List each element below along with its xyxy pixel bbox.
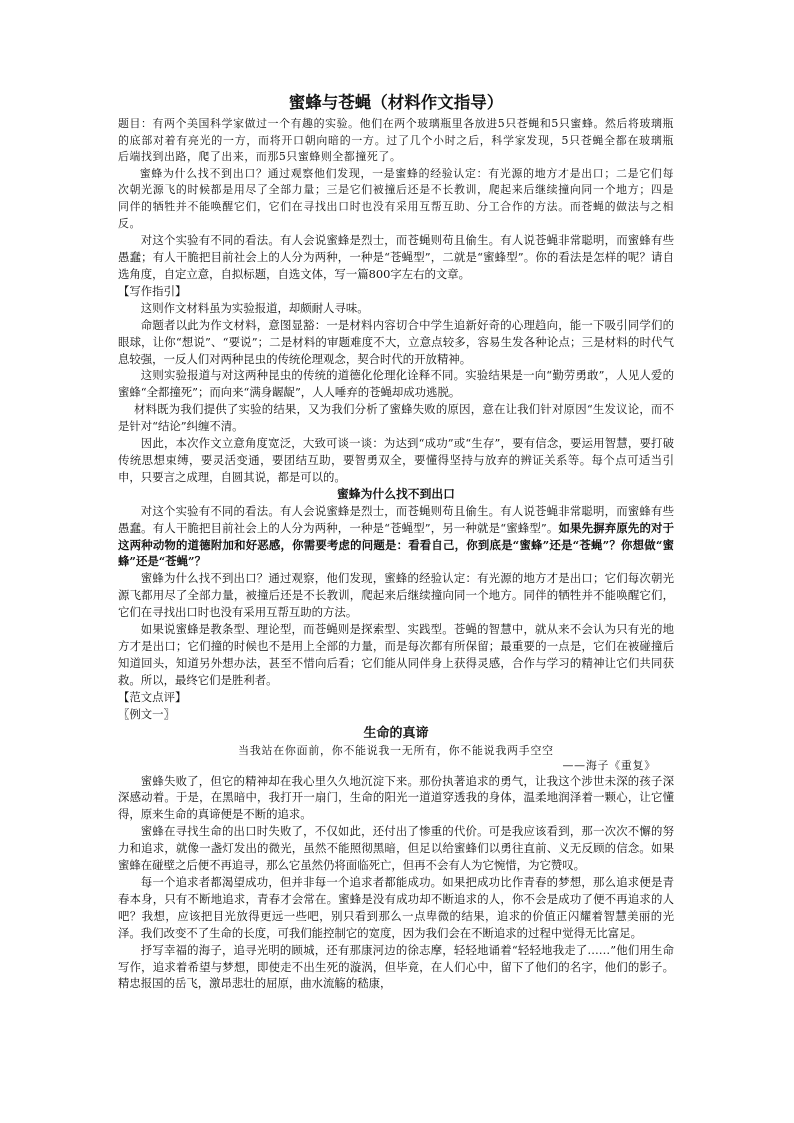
- essay-paragraph-1: 蜜蜂失败了，但它的精神却在我心里久久地沉淀下来。那份执著追求的勇气，让我这个涉世未深的孩子深深感动着。于是，在黑暗中，我打开一扇门，生命的阳光一道道穿透我的身体，温柔地润泽着一颗心，让它懂得，原来生命的真谛便是不断的追求。: [118, 773, 674, 822]
- essay-paragraph-4: 抒写幸福的海子，追寻光明的顾城，还有那康河边的徐志摩，轻轻地诵着“轻轻地我走了……”他们用生命写作，追求着希望与梦想，即使走不出生死的漩涡，但毕竟，在人们心中，留下了他们的名字，他们的影子。精忠报国的岳飞，激昂悲壮的屈原，曲水流觞的嵇康，: [118, 942, 674, 991]
- analysis-subheading: 蜜蜂为什么找不到出口: [337, 486, 455, 501]
- guide-heading: 【写作指引】: [118, 283, 187, 298]
- review-heading: 【范文点评】: [118, 689, 187, 704]
- essay-paragraph-2: 蜜蜂在寻找生命的出口时失败了，不仅如此，还付出了惨重的代价。可是我应该看到，那一次次不懈的努力和追求，就像一盏灯发出的微光，虽然不能照彻黑暗，但足以给蜜蜂们以勇往直前、义无反顾的信念。如果蜜蜂在碰壁之后便不再追寻，那么它虽然仍将面临死亡，但再不会有人为它惋惜，为它赞叹。: [118, 824, 674, 873]
- epigraph-source: ——海子《重复》: [562, 758, 656, 772]
- analysis-paragraph-2: 蜜蜂为什么找不到出口？通过观察，他们发现，蜜蜂的经验认定：有光源的地方才是出口；它们每次朝光源飞都用尽了全部力量，被撞后还是不长教训，爬起来后继续撞向同一个地方。同伴的牺牲并不能唤醒它们，它们在寻找出口时也没有采用互帮互助的方法。: [118, 571, 674, 620]
- analysis-paragraph-3: 如果说蜜蜂是教条型、理论型，而苍蝇则是探索型、实践型。苍蝇的智慧中，就从来不会认为只有光的地方才是出口；它们撞的时候也不是用上全部的力量，而是每次都有所保留；最重要的一点是，它们在被碰撞后知道回头，知道另外想办法，甚至不惜向后看；它们能从同伴身上获得灵感，合作与学习的精神让它们共同获救。所以，最终它们是胜利者。: [118, 622, 674, 687]
- guide-paragraph-4: 材料既为我们提供了实验的结果，又为我们分析了蜜蜂失败的原因，意在让我们针对原因“生发议论，而不是针对“结论”纠缠不清。: [118, 402, 674, 434]
- analysis-text: 对这个实验有不同的看法。有人会说蜜蜂是烈士，而苍蝇则苟且偷生。有人说苍蝇非常聪明，而蜜蜂有些愚蠢。有人干脆把目前社会上的人分为两种，一种是“苍蝇型”，另一种就是“蜜蜂型”。: [118, 503, 674, 535]
- prompt-paragraph-3: 对这个实验有不同的看法。有人会说蜜蜂是烈士，而苍蝇则苟且偷生。有人说苍蝇非常聪明，而蜜蜂有些愚蠢；有人干脆把目前社会上的人分为两种，一种是“苍蝇型”，二就是“蜜蜂型”。你的看法是怎样的呢？请自选角度，自定立意，自拟标题，自选文体，写一篇800字左右的文章。: [118, 233, 674, 281]
- prompt-paragraph-1: 题目：有两个美国科学家做过一个有趣的实验。他们在两个玻璃瓶里各放进5只苍蝇和5只蜜蜂。然后将玻璃瓶的底部对着有亮光的一方，而将开口朝向暗的一方。过了几个小时之后，科学家发现，5只苍蝇全都在玻璃瓶后端找到出路，爬了出来，而那5只蜜蜂则全都撞死了。: [118, 117, 674, 164]
- prompt-paragraph-2: 蜜蜂为什么找不到出口？通过观察他们发现，一是蜜蜂的经验认定：有光源的地方才是出口；二是它们每次朝光源飞的时候都是用尽了全部力量；三是它们被撞后还是不长教训，爬起来后继续撞向同一个地方；四是同伴的牺牲并不能唤醒它们，它们在寻找出口时也没有采用互帮互助、分工合作的方法。而苍蝇的做法与之相反。: [118, 166, 674, 230]
- analysis-bold-question: 如果先摒弃原先的对于这两种动物的道德附加和好恶感，你需要考虑的问题是：看看自己，你到底是“蜜蜂”还是“苍蝇”？你想做“蜜蜂”还是“苍蝇”？: [118, 520, 674, 569]
- essay-epigraph: 当我站在你面前，你不能说我一无所有，你不能说我两手空空: [238, 743, 554, 757]
- guide-paragraph-3: 这则实验报道与对这两种昆虫的传统的道德化伦理化诠释不同。实验结果是一向“勤劳勇敢”，人见人爱的蜜蜂“全都撞死”；而向来“满身龌龊”，人人唾弃的苍蝇却成功逃脱。: [118, 368, 674, 400]
- page-title: 蜜蜂与苍蝇（材料作文指导）: [288, 93, 504, 112]
- document-page: [118, 92, 674, 992]
- guide-paragraph-1: 这则作文材料虽为实验报道，却颇耐人寻味。: [140, 300, 369, 315]
- essay-title: 生命的真谛: [363, 725, 429, 741]
- guide-paragraph-5: 因此，本次作文立意角度宽泛，大致可谈一谈：为达到“成功”或“生存”，要有信念，要运用智慧，要打破传统思想束缚，要灵活变通，要团结互助，要智勇双全，要懂得坚持与放弃的辨证关系等。每个点可适当引申，只要言之成理，自圆其说，都是可以的。: [118, 436, 674, 484]
- guide-paragraph-2: 命题者以此为作文材料，意图显豁：一是材料内容切合中学生追新好奇的心理趋向，能一下吸引同学们的眼球，让你“想说”、“要说”；二是材料的审题难度不大，立意点较多，容易生发各种论点；三是材料的时代气息较强，一反人们对两种昆虫的传统伦理观念，契合时代的开放精神。: [118, 317, 674, 366]
- analysis-paragraph-1: [118, 503, 674, 571]
- example-label: 〖例文一〗: [118, 706, 175, 721]
- essay-paragraph-3: 每一个追求者都渴望成功，但并非每一个追求者都能成功。如果把成功比作青春的梦想，那么追求便是青春本身，只有不断地追求，青春才会常在。蜜蜂是没有成功却不断追求的人，你不会是成功了便不再追求的人吧？我想，应该把目光放得更远一些吧，别只看到那么一点卑微的结果，追求的价值正闪耀着智慧美丽的光泽。我们改变不了生命的长度，可我们能控制它的宽度，因为我们会在不断追求的过程中觉得无比富足。: [118, 874, 674, 940]
